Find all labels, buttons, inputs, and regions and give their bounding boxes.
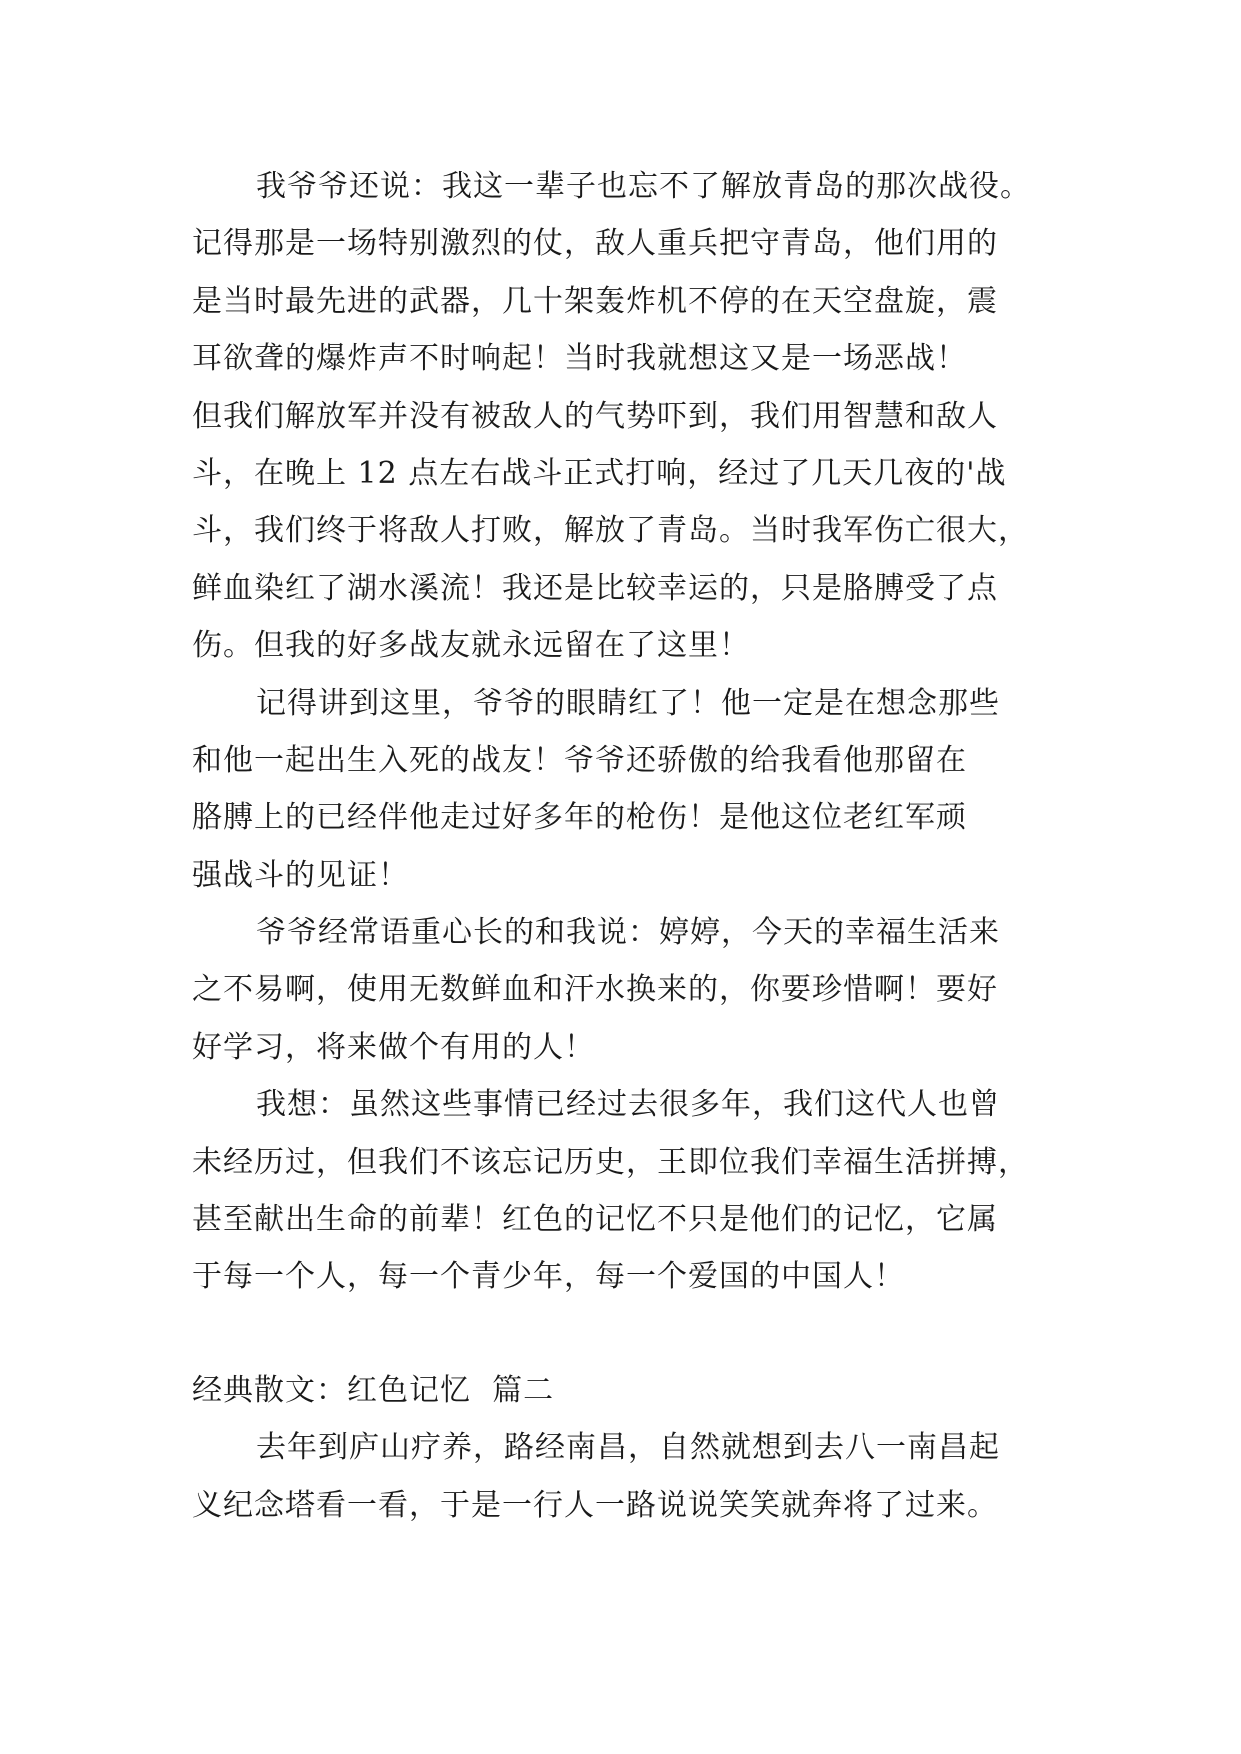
text-line: 未经历过，但我们不该忘记历史，王即位我们幸福生活拼搏， xyxy=(192,1144,1029,1180)
text-line: 鲜血染红了湖水溪流！我还是比较幸运的，只是胳膊受了点 xyxy=(192,570,998,606)
section-spacer xyxy=(192,1306,1072,1362)
article-body xyxy=(192,158,1072,1534)
text-line: 甚至献出生命的前辈！红色的记忆不只是他们的记忆，它属 xyxy=(192,1202,998,1238)
section-heading: 经典散文：红色记忆 篇二 xyxy=(192,1372,555,1408)
text-line: 但我们解放军并没有被敌人的气势吓到，我们用智慧和敌人 xyxy=(192,398,998,434)
text-line: 伤。但我的好多战友就永远留在了这里！ xyxy=(192,628,750,664)
text-line: 胳膊上的已经伴他走过好多年的枪伤！是他这位老红军顽 xyxy=(192,800,967,836)
text-line: 记得那是一场特别激烈的仗，敌人重兵把守青岛，他们用的 xyxy=(192,226,998,262)
text-line: 强战斗的见证！ xyxy=(192,857,409,893)
text-line: 和他一起出生入死的战友！爷爷还骄傲的给我看他那留在 xyxy=(192,742,967,778)
text-line: 爷爷经常语重心长的和我说：婷婷，今天的幸福生活来 xyxy=(256,915,1000,951)
paragraph-grandfather-advice xyxy=(192,904,1072,1076)
paragraph-battle-of-qingdao xyxy=(192,158,1072,675)
text-line: 耳欲聋的爆炸声不时响起！当时我就想这又是一场恶战！ xyxy=(192,341,967,377)
text-line: 义纪念塔看一看，于是一行人一路说说笑笑就奔将了过来。 xyxy=(192,1487,998,1523)
text-line: 是当时最先进的武器，几十架轰炸机不停的在天空盘旋，震 xyxy=(192,283,998,319)
text-line: 斗，我们终于将敌人打败，解放了青岛。当时我军伤亡很大， xyxy=(192,513,1029,549)
paragraph-grandfather-memories xyxy=(192,675,1072,905)
paragraph-reflection xyxy=(192,1076,1072,1306)
text-line: 斗，在晚上 12 点左右战斗正式打响，经过了几天几夜的'战 xyxy=(192,455,1007,491)
text-line: 我想：虽然这些事情已经过去很多年，我们这代人也曾 xyxy=(256,1087,1000,1123)
text-line: 好学习，将来做个有用的人！ xyxy=(192,1029,595,1065)
text-line: 去年到庐山疗养，路经南昌，自然就想到去八一南昌起 xyxy=(256,1430,1000,1466)
text-line: 于每一个人，每一个青少年，每一个爱国的中国人！ xyxy=(192,1259,905,1295)
text-line: 我爷爷还说：我这一辈子也忘不了解放青岛的那次战役。 xyxy=(256,169,1031,204)
text-line: 记得讲到这里，爷爷的眼睛红了！他一定是在想念那些 xyxy=(256,685,1000,721)
paragraph-lushan-trip xyxy=(192,1419,1072,1534)
text-line: 之不易啊，使用无数鲜血和汗水换来的，你要珍惜啊！要好 xyxy=(192,972,998,1008)
